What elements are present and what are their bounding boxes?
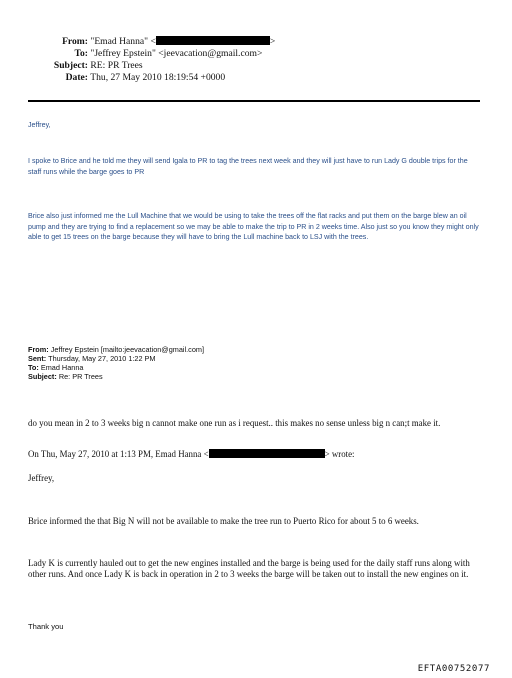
message-greeting: Jeffrey, xyxy=(28,121,51,129)
quoted-to-label: To: xyxy=(28,363,39,372)
quoted-sent-value: Thursday, May 27, 2010 1:22 PM xyxy=(48,354,156,363)
quoted-from-row xyxy=(28,345,204,354)
subject-value: RE: PR Trees xyxy=(90,60,143,71)
quoted-greeting: Jeffrey, xyxy=(28,473,55,483)
quoted-reply: do you mean in 2 to 3 weeks big n cannot make one run as i request.. this makes no sense unless big n can;t make it. xyxy=(28,418,441,428)
document-id: EFTA00752077 xyxy=(417,664,490,674)
quoted-from-value: Jeffrey Epstein [mailto:jeevacation@gmail.com] xyxy=(50,345,204,354)
header-to-row xyxy=(44,48,262,60)
quoted-subject-value: Re: PR Trees xyxy=(58,372,103,381)
quoted-sent-row xyxy=(28,354,156,363)
date-value: Thu, 27 May 2010 18:19:54 +0000 xyxy=(90,72,226,83)
date-label: Date: xyxy=(65,72,88,83)
header-subject-row xyxy=(44,60,143,72)
header-divider xyxy=(28,100,480,102)
to-value: "Jeffrey Epstein" <jeevacation@gmail.com> xyxy=(90,48,263,59)
redaction-bar xyxy=(209,449,325,458)
quoted-paragraph-1: Brice informed the that Big N will not be available to make the tree run to Puerto Rico for about 5 to 6 weeks. xyxy=(28,516,419,526)
quoted-sent-label: Sent: xyxy=(28,354,47,363)
quoted-to-row xyxy=(28,363,83,372)
message-paragraph-2: Brice also just informed me the Lull Machine that we would be using to take the trees off the flat racks and put them on the barge blew an oil pump and they are trying to find a replacement so we may be able to make the trip to PR in 2 weeks time. Also just so you know they might only able to get 15 trees on the barge because they will have to bring the Lull machine back to LSJ with the trees. xyxy=(28,212,479,241)
subject-label: Subject: xyxy=(53,60,88,71)
from-end: > xyxy=(269,36,276,47)
quoted-on-line xyxy=(28,449,355,460)
quoted-subject-label: Subject: xyxy=(28,372,57,381)
header-date-row xyxy=(44,72,225,84)
quoted-on-prefix: On Thu, May 27, 2010 at 1:13 PM, Emad Hanna < xyxy=(28,449,209,459)
to-label: To: xyxy=(74,48,88,59)
quoted-from-label: From: xyxy=(28,345,49,354)
header-from-row xyxy=(44,36,275,48)
redaction-bar xyxy=(156,36,270,45)
quoted-paragraph-2: Lady K is currently hauled out to get the new engines installed and the barge is being used for the daily staff runs along with other runs. And once Lady K is back in operation in 2 to 3 weeks the barge will be taken out to install the new engines on it. xyxy=(28,558,470,579)
quoted-on-suffix: > wrote: xyxy=(324,449,355,459)
from-value: "Emad Hanna" < xyxy=(90,36,156,47)
message-paragraph-1: I spoke to Brice and he told me they will send Igala to PR to tag the trees next week and they will just have to run Lady G double trips for the staff runs while the barge goes to PR xyxy=(28,157,468,176)
quoted-subject-row xyxy=(28,372,103,381)
quoted-closing: Thank you xyxy=(28,622,64,631)
quoted-to-value: Emad Hanna xyxy=(40,363,84,372)
from-label: From: xyxy=(62,36,88,47)
